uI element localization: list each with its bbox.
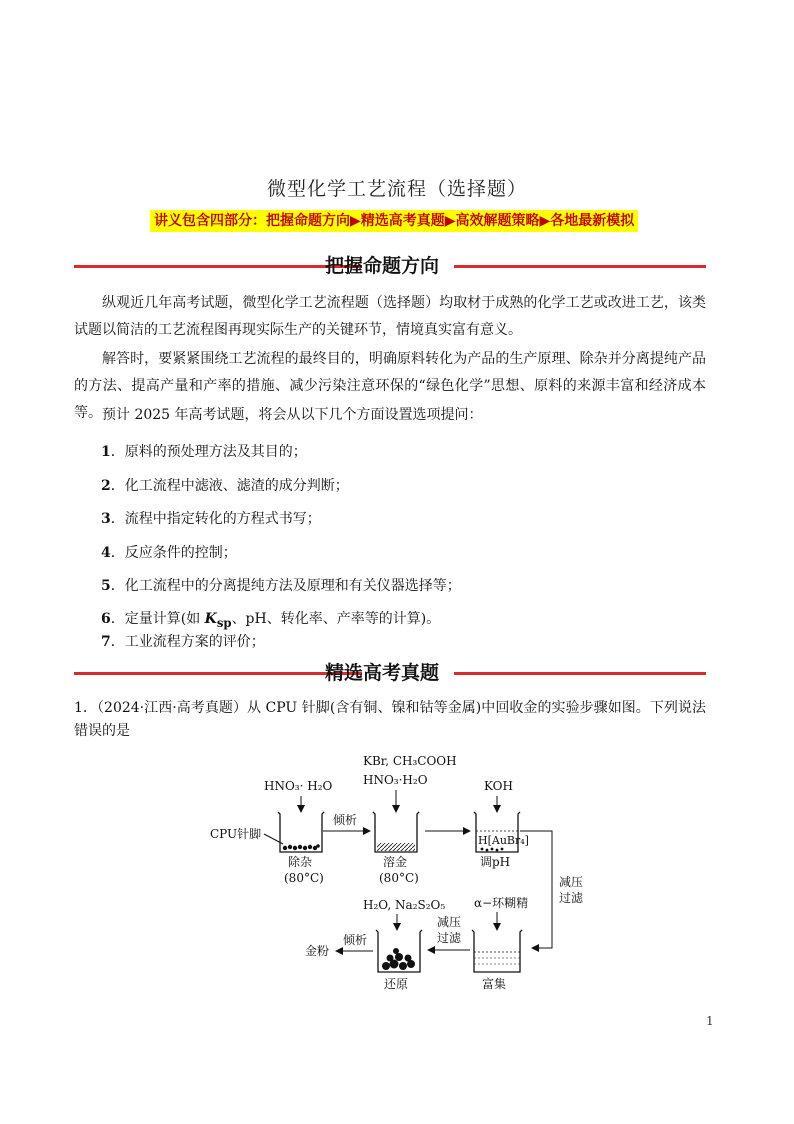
item-number: 3 [101, 511, 111, 527]
section-header-exam [74, 658, 706, 690]
intro-banner: 讲义包含四部分：把握命题方向▶精选高考真题▶高效解题策略▶各地最新模拟 [150, 210, 638, 232]
paragraph: 纵观近几年高考试题，微型化学工艺流程题（选择题）均取材于成熟的化学工艺或改进工艺，该类试题以简洁的工艺流程图再现实际生产的关键环节，情境真实富有意义。 [74, 295, 706, 338]
item-text: 化工流程中的分离提纯方法及原理和有关仪器选择等； [124, 578, 461, 594]
step-label: 富集 [482, 977, 507, 991]
list-item: 1．原料的预处理方法及其目的； [101, 444, 307, 460]
process-flow-diagram [0, 740, 794, 1000]
item-text: 原料的预处理方法及其目的； [124, 444, 307, 460]
ksp-subscript: sp [216, 615, 232, 630]
operation-label: 倾析 [333, 813, 358, 827]
item-number: 6 [101, 611, 111, 627]
item-text: 定量计算(如 [124, 611, 205, 627]
operation-label: 减压 [559, 875, 584, 889]
reagent-label: KOH [484, 779, 513, 793]
solid-residue [377, 843, 415, 851]
section-header-direction [74, 251, 706, 283]
operation-label: 减压 [437, 915, 462, 929]
beaker-icon [472, 930, 522, 972]
list-item: 6．定量计算(如 $K_{sp}$、pH、转化率、产率等的计算)。 [101, 611, 441, 630]
operation-label: 倾析 [343, 933, 368, 947]
section-label: 把握命题方向 [324, 255, 439, 277]
precipitate [481, 848, 504, 852]
page-number: 1 [706, 1014, 714, 1028]
temperature-label: (80°C) [379, 871, 419, 885]
reagent-label: KBr, CH₃COOH [363, 754, 457, 768]
ksp-symbol: K [204, 611, 217, 627]
step-label: 还原 [384, 977, 409, 991]
arrow [520, 831, 552, 948]
list-item: 5．化工流程中的分离提纯方法及原理和有关仪器选择等； [101, 578, 461, 594]
solution-label: H[AuBr₄] [478, 834, 529, 847]
question-text: 从 CPU 针脚(含有铜、镍和钴等金属)中回收金的实验步骤如图。下列说法错误的是 [74, 700, 706, 739]
paragraph: 预计 2025 年高考试题，将会从以下几个方面设置选项提问： [102, 407, 483, 423]
list-item: 3．流程中指定转化的方程式书写； [101, 511, 321, 527]
item-number: 2 [101, 478, 111, 494]
reagent-label: H₂O, Na₂S₂O₅ [363, 898, 446, 912]
step-label: 除杂 [288, 855, 313, 869]
item-text: 、pH、转化率、产率等的计算)。 [231, 611, 441, 627]
list-item: 7．工业流程方案的评价； [101, 634, 265, 650]
item-text: 反应条件的控制； [124, 545, 237, 561]
item-number: 4 [101, 545, 111, 561]
list-item: 2．化工流程中滤液、滤渣的成分判断； [101, 478, 349, 494]
item-number: 1 [101, 444, 111, 460]
reagent-label: HNO₃·H₂O [363, 773, 428, 787]
cpu-label: CPU针脚 [210, 827, 262, 841]
metal-pins [283, 844, 320, 850]
question-number: 1． [74, 700, 97, 716]
item-text: 流程中指定转化的方程式书写； [124, 511, 321, 527]
item-text: 工业流程方案的评价； [124, 634, 265, 650]
step-label: 调pH [480, 855, 511, 869]
section-label: 精选高考真题 [324, 662, 439, 684]
reagent-label: α−环糊精 [474, 896, 529, 910]
step-label: 溶金 [383, 855, 408, 869]
gold-particles [382, 948, 415, 970]
item-text: 化工流程中滤液、滤渣的成分判断； [124, 478, 349, 494]
operation-label: 过滤 [437, 931, 462, 945]
section-rule-right [454, 672, 706, 675]
operation-label: 过滤 [559, 891, 584, 905]
question-1 [74, 697, 706, 743]
temperature-label: (80°C) [284, 871, 324, 885]
reagent-label: HNO₃· H₂O [264, 779, 333, 793]
paragraph: 解答时，要紧紧围绕工艺流程的最终目的，明确原料转化为产品的生产原理、除杂并分离提纯产品的方法、提高产量和产率的措施、减少污染注意环保的“绿色化学”思想、原料的来源丰富和经济成本等。 [74, 351, 706, 421]
item-number: 5 [101, 578, 111, 594]
question-source: （2024·江西·高考真题） [97, 700, 247, 716]
product-label: 金粉 [305, 944, 330, 958]
section-rule-right [454, 265, 706, 268]
item-number: 7 [101, 634, 111, 650]
page-title: 微型化学工艺流程（选择题） [266, 178, 527, 200]
list-item: 4．反应条件的控制； [101, 545, 237, 561]
